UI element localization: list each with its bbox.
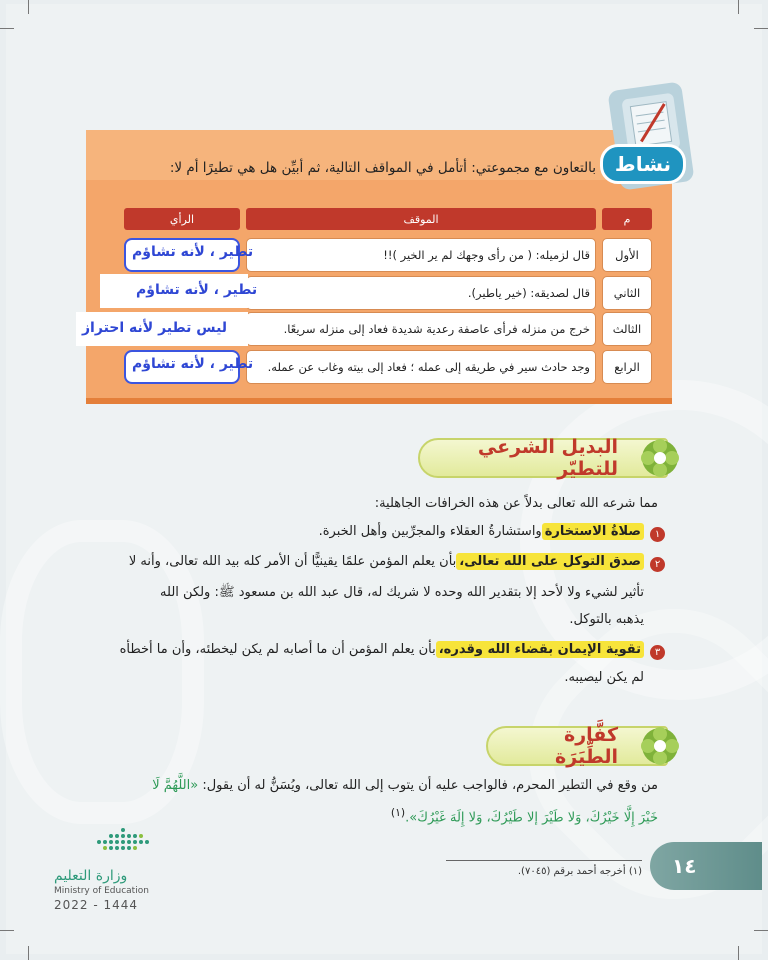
handwritten-answer: تطير ، لأنه تشاؤم [132, 244, 254, 260]
edition-year: 2022 - 1444 [54, 898, 139, 912]
crop-mark [738, 946, 739, 960]
crop-mark [0, 930, 14, 931]
footnote-ref: (١) [390, 806, 406, 819]
activity-instruction: بالتعاون مع مجموعتي: أتأمل في المواقف التالية، ثم أبيِّن هل هي تطيرًا أم لا: [169, 160, 596, 176]
item-rest: بأن يعلم المؤمن أن ما أصابه لم يكن ليخطئه، وأن ما أخطأه [119, 642, 436, 657]
handwritten-answer: تطير ، لأنه تشاؤم [136, 282, 258, 298]
row-situation: قال لزميله: ( من رأى وجهك لم ير الخير )!! [246, 238, 596, 272]
item2-line3: يذهبه بالتوكل. [569, 612, 644, 627]
crop-mark [0, 28, 14, 29]
section1-intro: مما شرعه الله تعالى بدلاً عن هذه الخرافات الجاهلية: [374, 496, 658, 511]
page-number: ١٤ [650, 842, 762, 890]
row-num: الثالث [602, 312, 652, 346]
section-heading-expiation: كفَّارة الطِّيَرَة [486, 726, 668, 766]
row-situation: قال لصديقه: (خير ياطير). [246, 276, 596, 310]
activity-label: نشاط [600, 144, 686, 184]
supplication-start: «اللَّهُمَّ لَا [152, 778, 199, 793]
crop-mark [738, 0, 739, 14]
handwritten-answer: ليس تطير لأنه احتراز [82, 320, 228, 336]
ministry-logo-icon [95, 826, 155, 856]
table-header-num: م [602, 208, 652, 230]
flower-ornament-icon [640, 726, 680, 766]
section-heading-alternative: البديل الشرعي للتطيّر [418, 438, 668, 478]
crop-mark [28, 0, 29, 14]
crop-mark [754, 28, 768, 29]
footnote: (١) أخرجه أحمد برقم (٧٠٤٥). [517, 866, 642, 877]
crop-mark [754, 930, 768, 931]
bullet-number: ٢ [650, 557, 665, 572]
footnote-divider [446, 860, 642, 861]
supplication-text: خَيْرَ إِلَّا خَيْرُكَ، وَلا طَيْرَ إلا طَيْرُكَ، وَلا إِلَهَ غَيْرُكَ». [405, 810, 658, 826]
ministry-name-arabic: وزارة التعليم [54, 868, 128, 884]
highlighted-term: تقوية الإيمان بقضاء الله وقدره، [436, 641, 644, 658]
table-header-situation: الموقف [246, 208, 596, 230]
highlighted-term: صدق التوكل على الله تعالى، [456, 553, 644, 570]
bullet-number: ١ [650, 527, 665, 542]
ministry-name-english: Ministry of Education [54, 886, 149, 896]
expiation-line2 [391, 806, 658, 825]
highlighted-term: صلاةُ الاستخارة [542, 523, 644, 540]
flower-ornament-icon [640, 438, 680, 478]
activity-panel-border [86, 398, 672, 404]
item2-line2: تأثير لشيء ولا لأحد إلا بتقدير الله وحده لا شريك له، قال عبد الله بن مسعود ﷺ: ولكن الله [160, 585, 644, 600]
expiation-line1 [152, 778, 658, 793]
row-situation: وجد حادث سير في طريقه إلى عمله ؛ فعاد إلى بيته وغاب عن عمله. [246, 350, 596, 384]
crop-mark [28, 946, 29, 960]
item1-text [319, 524, 644, 539]
bullet-number: ٣ [650, 645, 665, 660]
item2-text [129, 554, 644, 569]
item-rest: بأن يعلم المؤمن علمًا يقينيًّا أن الأمر كله بيد الله تعالى، وأنه لا [128, 554, 457, 569]
item-rest: واستشارةُ العقلاء والمجرِّبين وأهل الخبرة. [318, 524, 542, 539]
expiation-text: من وقع في التطير المحرم، فالواجب عليه أن يتوب إلى الله تعالى، ويُسَنُّ له أن يقول: [198, 778, 658, 793]
row-situation: خرج من منزله فرأى عاصفة رعدية شديدة فعاد إلى منزله سريعًا. [246, 312, 596, 346]
row-num: الأول [602, 238, 652, 272]
table-header-opinion: الرأي [124, 208, 240, 230]
handwritten-answer: تطير ، لأنه تشاؤم [132, 356, 254, 372]
row-num: الثاني [602, 276, 652, 310]
item3-line2: لم يكن ليصيبه. [564, 670, 644, 685]
row-num: الرابع [602, 350, 652, 384]
item3-text [120, 642, 644, 657]
